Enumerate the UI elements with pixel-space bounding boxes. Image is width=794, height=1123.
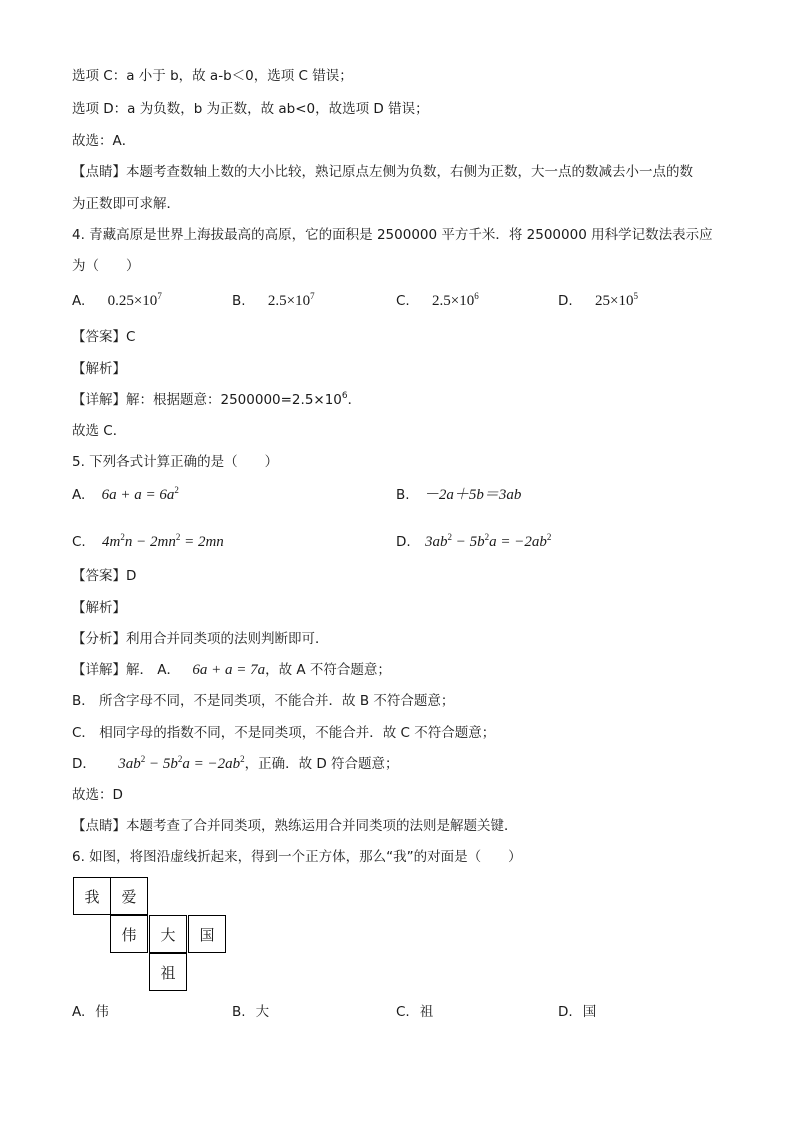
q5-detail-d: D． $3ab^2 - 5b^2a = -2ab^2$，正确．故 D 符合题意； <box>72 754 399 772</box>
option-label: B. <box>396 487 410 503</box>
q4-detail: 【详解】解：根据题意：$2500000=2.5\times 10^6$． <box>72 391 362 408</box>
q6-stem: 6. 如图，将图沿虚线折起来，得到一个正方体，那么“我”的对面是（ ） <box>72 849 522 865</box>
q3-choose: 故选：A． <box>72 133 136 149</box>
q3-option-c-analysis: 选项 C：a 小于 b，故 a-b＜0，选项 C 错误； <box>72 68 353 84</box>
q4-option-b: B. $2.5\times 10^7$ <box>232 291 315 309</box>
q4-stem-line1: 4. 青藏高原是世界上海拔最高的高原，它的面积是 2500000 平方千米．将 2500000 用科学记数法表示应 <box>72 227 713 243</box>
q5-stem: 5. 下列各式计算正确的是（ ） <box>72 454 279 470</box>
option-label: D. <box>396 534 411 550</box>
q5-detail-a: 【详解】解． A． 6a + a = 7a，故 A 不符合题意； <box>72 662 391 678</box>
q6-option-b: B. 大 <box>232 1004 270 1020</box>
q5-option-a: A. $6a + a = 6a^2$ <box>72 485 179 503</box>
q6-option-d: D. 国 <box>558 1004 597 1020</box>
option-label: A. <box>72 487 86 503</box>
q3-comment-line1: 【点睛】本题考查数轴上数的大小比较，熟记原点左侧为负数，右侧为正数，大一点的数减去小一点的数 <box>72 164 693 180</box>
q5-detail-c: C． 相同字母的指数不同，不是同类项，不能合并．故 C 不符合题意； <box>72 725 496 741</box>
option-label: B. <box>232 293 246 309</box>
q5-option-d: D. $3ab^2 - 5b^2a = -2ab^2$ <box>396 532 552 550</box>
option-label: A. <box>72 293 86 309</box>
q4-option-c: C. $2.5\times 10^6$ <box>396 291 479 309</box>
net-cell-guo: 国 <box>188 915 226 953</box>
q5-option-b: B. －2a＋5b＝3ab <box>396 487 522 503</box>
q4-stem-line2: 为（ ） <box>72 258 140 274</box>
q5-detail-b: B． 所含字母不同，不是同类项，不能合并．故 B 不符合题意； <box>72 693 455 709</box>
option-label: C. <box>396 1004 410 1020</box>
q4-answer: 【答案】C <box>72 329 136 345</box>
q5-comment: 【点睛】本题考查了合并同类项，熟练运用合并同类项的法则是解题关键． <box>72 818 518 834</box>
q4-analysis-heading: 【解析】 <box>72 361 126 377</box>
option-label: C. <box>396 293 410 309</box>
q5-fenxi: 【分析】利用合并同类项的法则判断即可． <box>72 631 329 647</box>
q6-option-c: C. 祖 <box>396 1004 434 1020</box>
q3-comment-line2: 为正数即可求解． <box>72 196 180 212</box>
net-cell-ai: 爱 <box>110 877 148 915</box>
net-cell-wei: 伟 <box>110 915 148 953</box>
q4-option-a: A. $0.25\times 10^7$ <box>72 291 162 309</box>
option-label: A. <box>72 1004 86 1020</box>
q5-analysis-heading: 【解析】 <box>72 600 126 616</box>
q6-option-a: A. 伟 <box>72 1004 109 1020</box>
option-label: D. <box>558 293 573 309</box>
net-cell-wo: 我 <box>73 877 111 915</box>
q4-choose: 故选 C． <box>72 423 127 439</box>
q5-answer: 【答案】D <box>72 568 137 584</box>
q5-choose: 故选：D <box>72 787 123 803</box>
net-cell-da: 大 <box>149 915 187 953</box>
q3-option-d-analysis: 选项 D：a 为负数，b 为正数，故 ab<0，故选项 D 错误； <box>72 101 429 117</box>
q4-option-d: D. $25\times 10^5$ <box>558 291 638 309</box>
option-label: D. <box>558 1004 573 1020</box>
q5-option-c: C. $4m^2n - 2mn^2 = 2mn$ <box>72 532 224 550</box>
option-label: C. <box>72 534 86 550</box>
net-cell-zu: 祖 <box>149 953 187 991</box>
option-label: B. <box>232 1004 246 1020</box>
